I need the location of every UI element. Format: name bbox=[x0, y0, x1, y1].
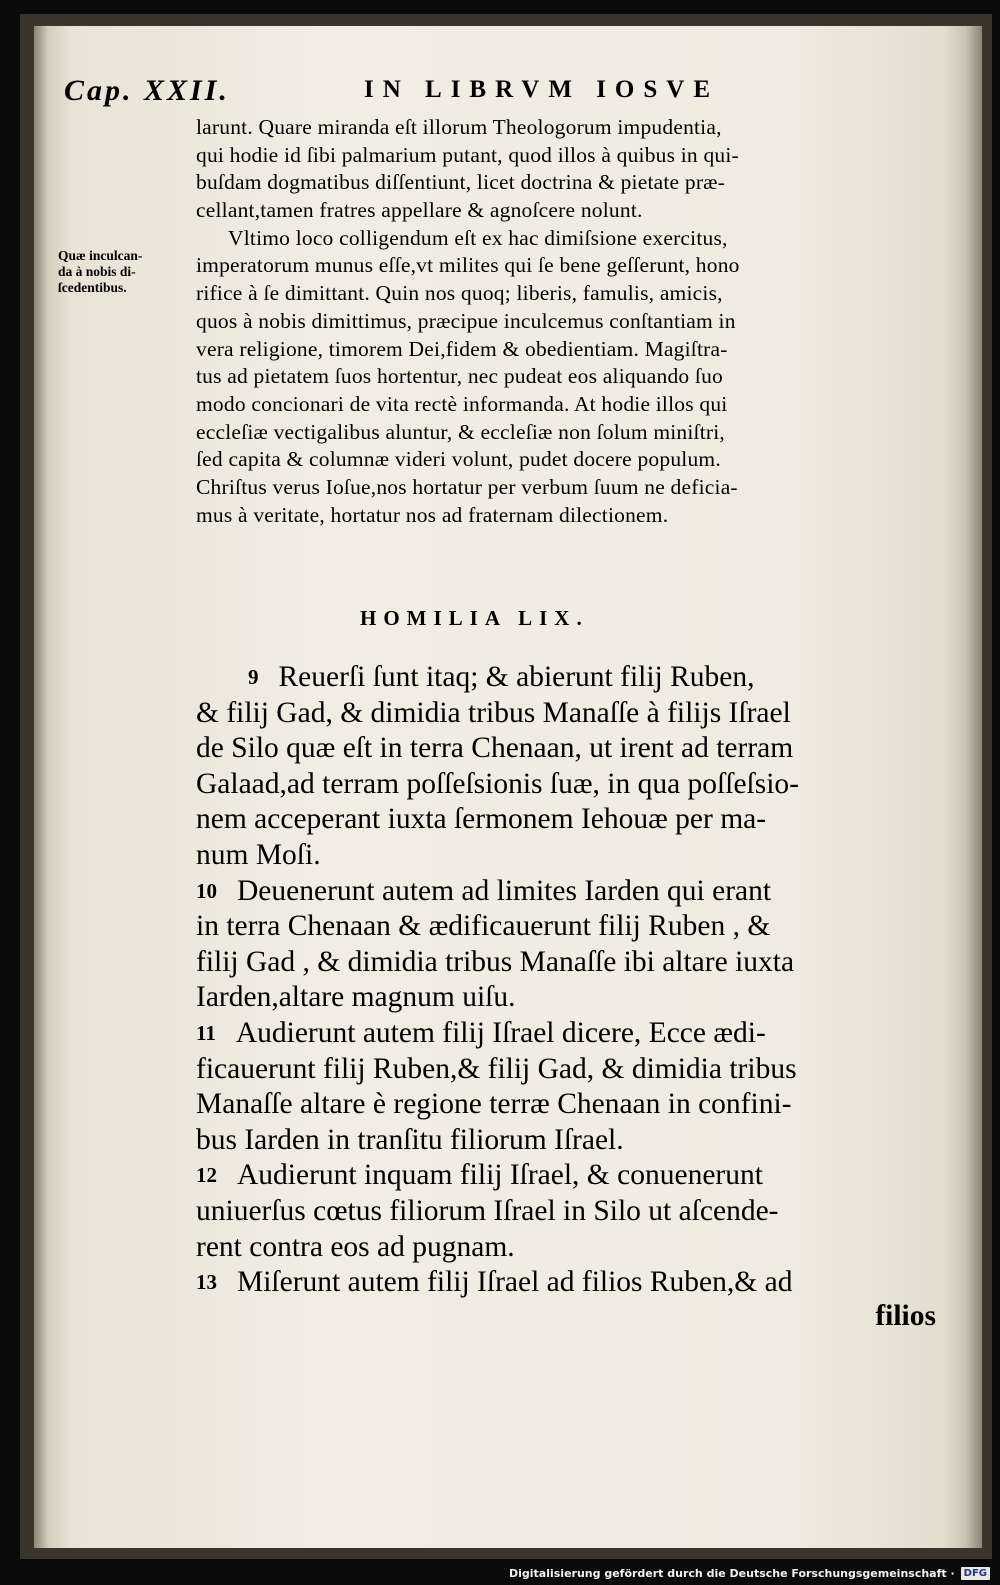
verse-line bbox=[196, 909, 922, 945]
verse-number: 11 bbox=[196, 1020, 216, 1045]
verse-text: de Silo quæ eſt in terra Chenaan, ut irent ad terram bbox=[196, 732, 794, 765]
verse-line bbox=[196, 945, 922, 981]
verse-text: filij Gad , & dimidia tribus Manaſſe ibi altare iuxta bbox=[196, 945, 795, 978]
verse-text: rent contra eos ad pugnam. bbox=[196, 1230, 515, 1263]
verse-number: 12 bbox=[196, 1163, 217, 1188]
verse-text: Galaad,ad terram poſſeſsionis ſuæ, in qua poſſeſsio- bbox=[196, 767, 799, 800]
verse-text: Reuerſi ſunt itaq; & abierunt filij Ruben, bbox=[278, 661, 755, 693]
chapter-label: Cap. XXII. bbox=[64, 74, 230, 107]
text-line: cellant,tamen fratres appellare & agnoſcere nolunt. bbox=[196, 198, 643, 223]
verse-line bbox=[196, 1230, 922, 1266]
text-line: qui hodie id ſibi palmarium putant, quod illos à quibus in qui- bbox=[196, 142, 739, 167]
verse-line bbox=[196, 696, 922, 732]
verse-line bbox=[196, 1087, 922, 1123]
text-line: eccleſiæ vectigalibus aluntur, & eccleſiæ non ſolum miniſtri, bbox=[196, 419, 726, 444]
funding-credit: Digitalisierung gefördert durch die Deutsche Forschungsgemeinschaft · bbox=[508, 1566, 955, 1580]
verse-line bbox=[196, 660, 922, 696]
margin-note-line: Quæ inculcan- bbox=[58, 248, 143, 263]
verse-line bbox=[196, 1016, 922, 1052]
text-line: rifice à ſe dimittant. Quin nos quoq; liberis, famulis, amicis, bbox=[196, 281, 723, 306]
verse-text: num Moſi. bbox=[196, 838, 321, 871]
commentary-text bbox=[196, 114, 916, 529]
page-gutter-shadow bbox=[34, 26, 48, 1548]
text-line: Chriſtus verus Ioſue,nos hortatur per verbum ſuum ne deficia- bbox=[196, 474, 738, 499]
margin-note-line: ſcedentibus. bbox=[58, 280, 127, 295]
verse-line bbox=[196, 1265, 922, 1301]
text-line: larunt. Quare miranda eſt illorum Theologorum impudentia, bbox=[196, 115, 722, 139]
text-line: quos à nobis dimittimus, præcipue inculcemus conſtantiam in bbox=[196, 308, 736, 333]
text-line: tus ad pietatem ſuos hortentur, nec pudeat eos aliquando ſuo bbox=[196, 364, 724, 389]
scripture-text bbox=[196, 660, 922, 1301]
verse-text: & filij Gad, & dimidia tribus Manaſſe à filijs Iſrael bbox=[196, 696, 791, 729]
verse-text: Deuenerunt autem ad limites Iarden qui erant bbox=[237, 874, 772, 907]
verse-text: Audierunt inquam filij Iſrael, & conuenerunt bbox=[237, 1159, 763, 1192]
verse-number: 9 bbox=[248, 665, 259, 689]
verse-line bbox=[196, 1052, 922, 1088]
homily-heading: HOMILIA LIX. bbox=[360, 606, 589, 630]
text-line: Vltimo loco colligendum eſt ex hac dimiſsione exercitus, bbox=[228, 225, 728, 250]
verse-text: ficauerunt filij Ruben,& filij Gad, & dimidia tribus bbox=[196, 1052, 797, 1085]
text-line: modo concionari de vita rectè informanda. At hodie illos qui bbox=[196, 391, 728, 416]
verse-text: nem acceperant iuxta ſermonem Iehouæ per ma- bbox=[196, 803, 767, 836]
verse-line bbox=[196, 874, 922, 910]
verse-text: Iarden,altare magnum uiſu. bbox=[196, 981, 516, 1014]
running-head bbox=[64, 74, 764, 114]
text-line: imperatorum munus eſſe,vt milites qui ſe bene geſſerunt, hono bbox=[196, 253, 740, 278]
catchword: filios bbox=[875, 1300, 936, 1332]
verse-line bbox=[196, 731, 922, 767]
text-line: mus à veritate, hortatur nos ad fraternam dilectionem. bbox=[196, 502, 669, 527]
verse-line bbox=[196, 838, 922, 874]
verse-text: Audierunt autem filij Iſrael dicere, Ecce ædi- bbox=[235, 1016, 766, 1049]
verse-text: Miſerunt autem filij Iſrael ad filios Ruben,& ad bbox=[237, 1266, 793, 1299]
text-line: ſed capita & columnæ videri volunt, pudet docere populum. bbox=[196, 447, 721, 472]
verse-number: 10 bbox=[196, 878, 217, 903]
verse-text: bus Iarden in tranſitu filiorum Iſrael. bbox=[196, 1123, 624, 1156]
text-line: vera religione, timorem Dei,fidem & obedientiam. Magiſtra- bbox=[196, 336, 728, 361]
dfg-logo: DFG bbox=[961, 1567, 990, 1580]
verse-line bbox=[196, 1123, 922, 1159]
book-title: IN LIBRVM IOSVE bbox=[364, 76, 719, 103]
verse-line bbox=[196, 802, 922, 838]
digitization-footer bbox=[509, 1565, 990, 1581]
verse-line bbox=[196, 767, 922, 803]
page-edge-shadow bbox=[966, 26, 982, 1548]
text-line: buſdam dogmatibus diſſentiunt, licet doctrina & pietate præ- bbox=[196, 170, 726, 195]
margin-note-line: da à nobis di- bbox=[58, 264, 136, 279]
verse-number: 13 bbox=[196, 1270, 217, 1295]
verse-line bbox=[196, 1158, 922, 1194]
verse-text: uniuerſus cœtus filiorum Iſrael in Silo ut aſcende- bbox=[196, 1194, 779, 1227]
verse-line bbox=[196, 980, 922, 1016]
verse-line bbox=[196, 1194, 922, 1230]
margin-note bbox=[58, 248, 208, 296]
verse-text: Manaſſe altare è regione terræ Chenaan in confini- bbox=[196, 1088, 792, 1121]
verse-text: in terra Chenaan & ædificauerunt filij Ruben , & bbox=[196, 910, 771, 943]
